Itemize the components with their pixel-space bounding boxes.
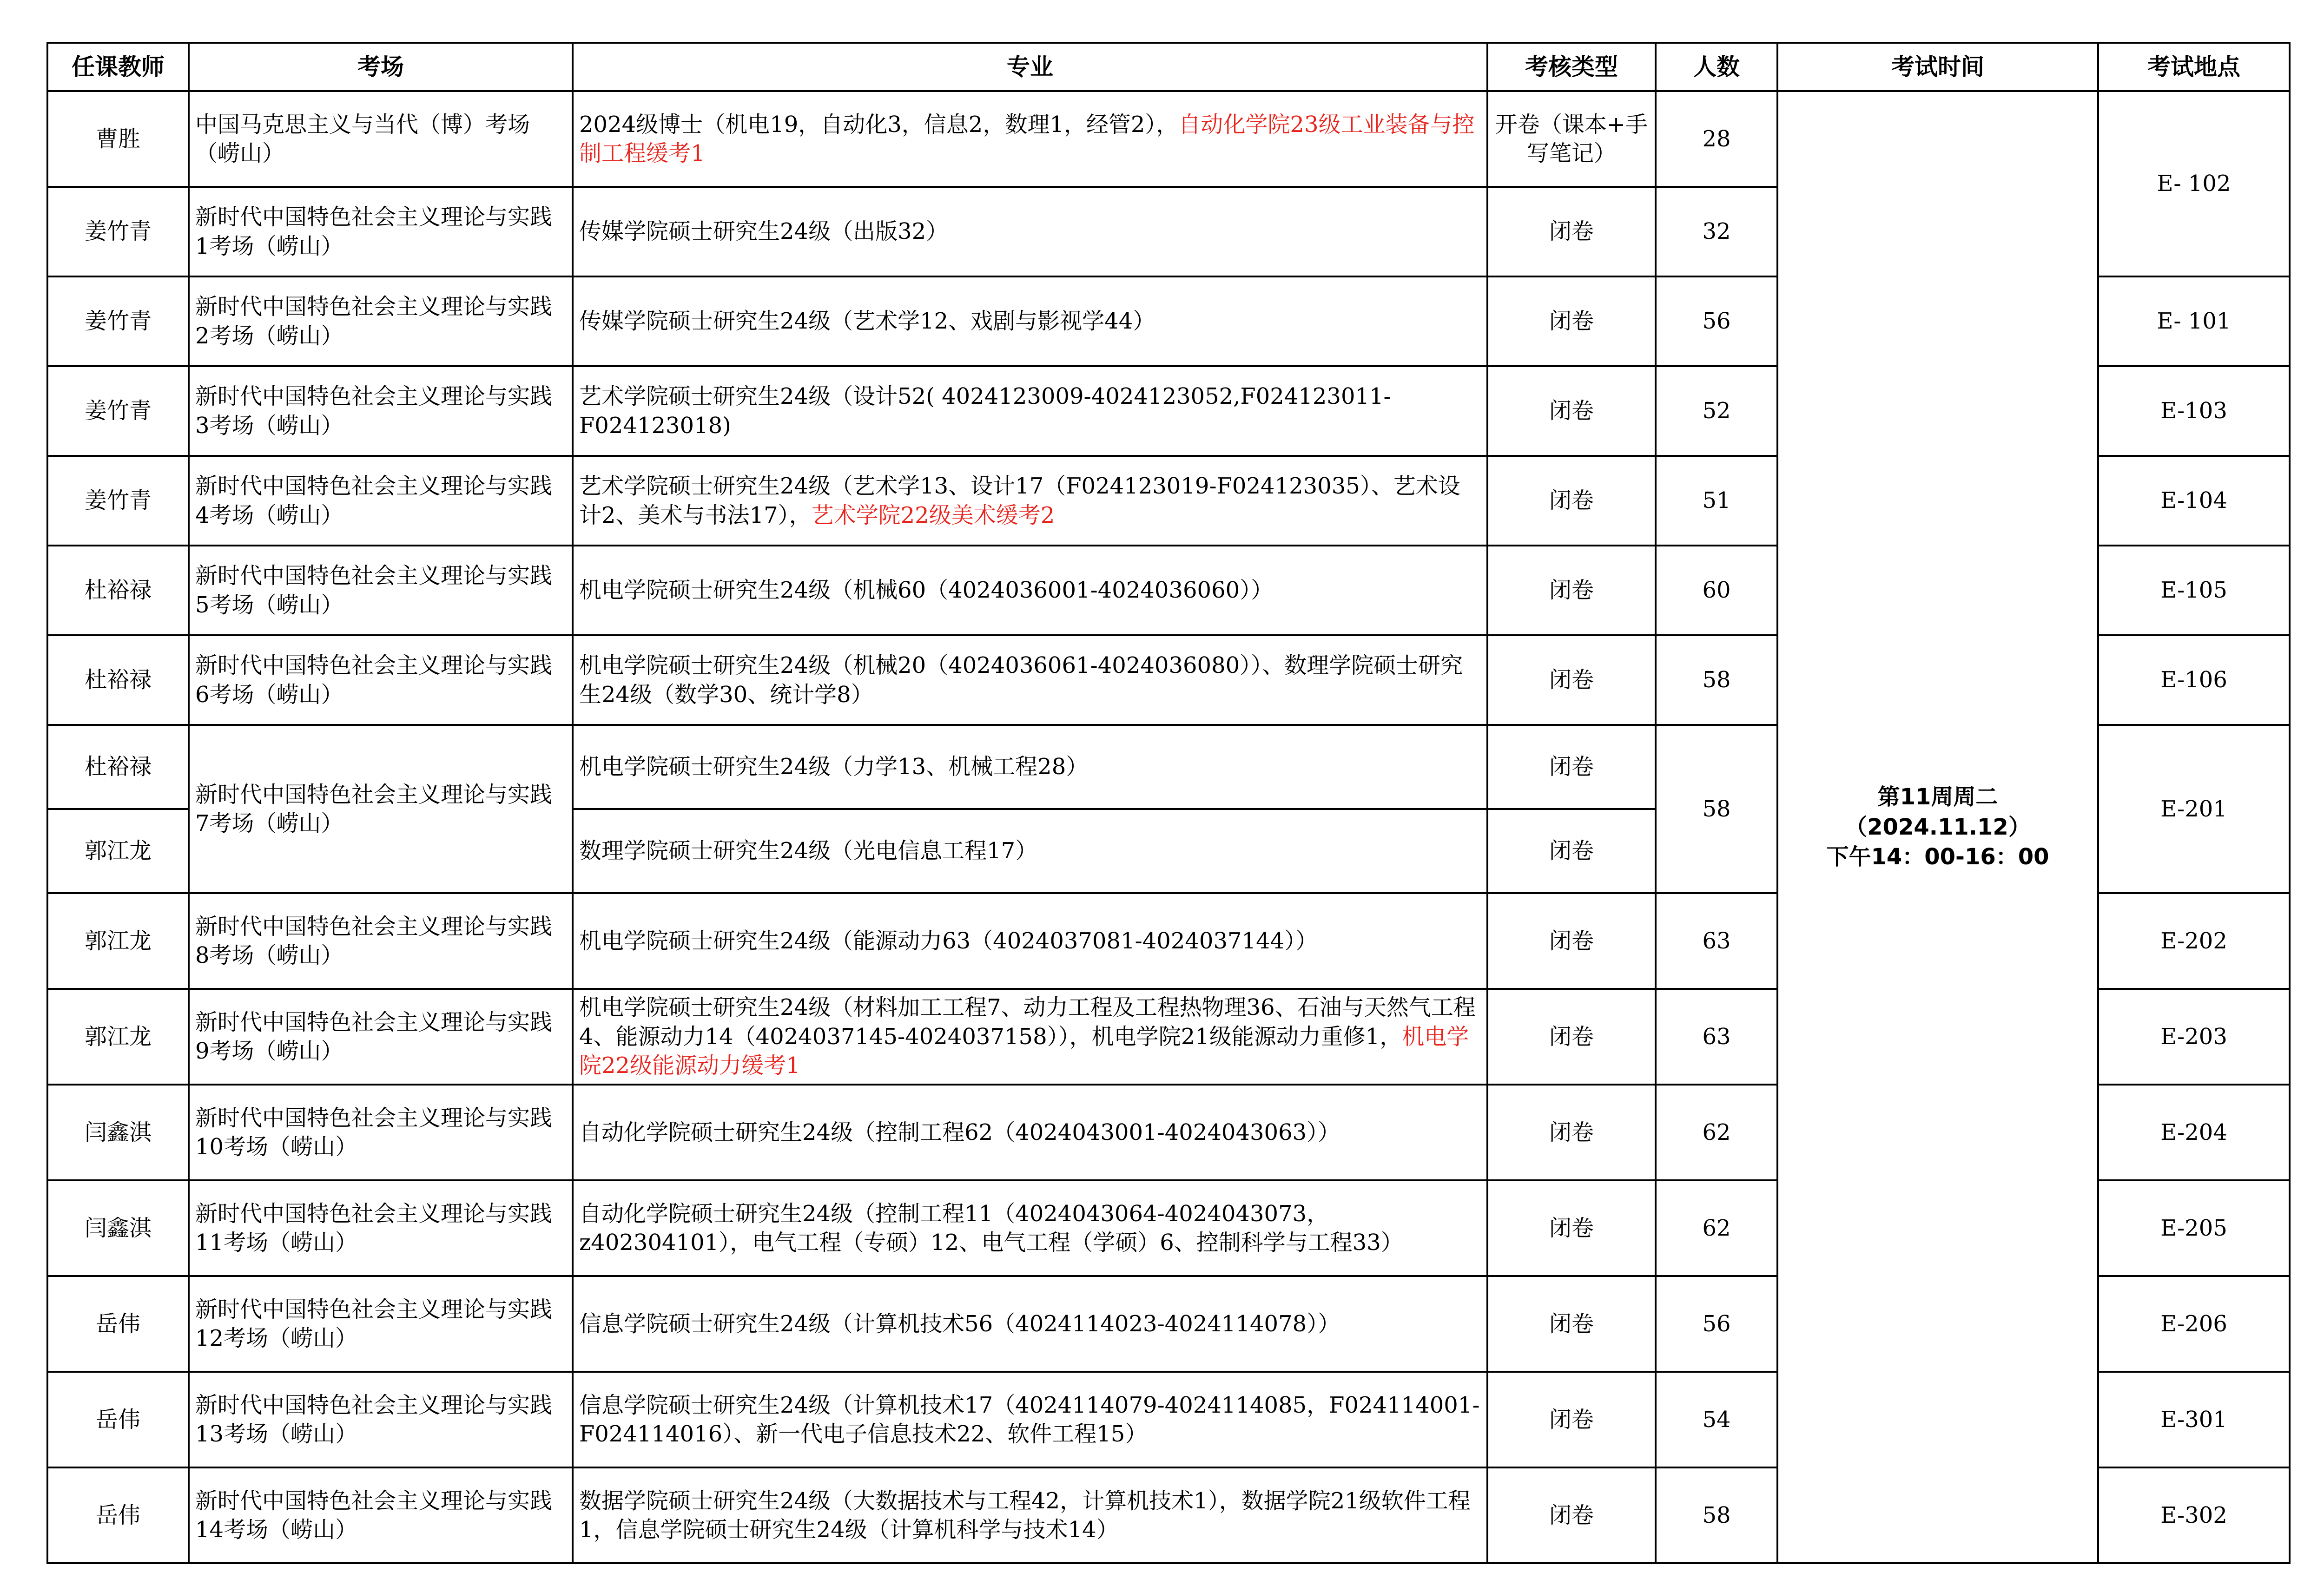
room-cell: 新时代中国特色社会主义理论与实践6考场（崂山） [189, 635, 573, 725]
major-cell [573, 809, 1487, 893]
major-cell [573, 1467, 1487, 1563]
header-teacher: 任课教师 [47, 43, 189, 91]
header-exam-type: 考核类型 [1487, 43, 1656, 91]
major-cell [573, 725, 1487, 809]
count-cell: 52 [1656, 366, 1777, 456]
major-red-text: 艺术学院22级美术缓考2 [811, 502, 1055, 528]
teacher-cell: 郭江龙 [47, 989, 189, 1085]
exam-type-cell: 闭卷 [1487, 635, 1656, 725]
major-text: 数理学院硕士研究生24级（光电信息工程17） [579, 838, 1038, 864]
header-major: 专业 [573, 43, 1487, 91]
teacher-cell: 岳伟 [47, 1467, 189, 1563]
teacher-cell: 杜裕禄 [47, 546, 189, 635]
count-cell: 54 [1656, 1372, 1777, 1467]
location-cell: E-201 [2098, 725, 2290, 893]
count-cell: 58 [1656, 725, 1777, 893]
count-cell: 56 [1656, 1276, 1777, 1372]
major-text: 机电学院硕士研究生24级（机械20（4024036061-4024036080））、数理学院硕士研究生24级（数学30、统计学8） [579, 652, 1463, 708]
location-cell: E-204 [2098, 1085, 2290, 1180]
count-cell: 56 [1656, 276, 1777, 366]
major-cell [573, 276, 1487, 366]
room-cell: 新时代中国特色社会主义理论与实践13考场（崂山） [189, 1372, 573, 1467]
major-text: 机电学院硕士研究生24级（材料加工工程7、动力工程及工程热物理36、石油与天然气工程4、能源动力14（4024037145-4024037158）），机电学院21级能源动力重修1， [579, 994, 1476, 1050]
teacher-cell: 郭江龙 [47, 893, 189, 989]
major-text: 信息学院硕士研究生24级（计算机技术56（4024114023-4024114078）） [579, 1310, 1340, 1337]
major-cell [573, 635, 1487, 725]
teacher-cell: 姜竹青 [47, 456, 189, 546]
count-cell: 28 [1656, 91, 1777, 187]
location-cell: E-104 [2098, 456, 2290, 546]
major-cell [573, 1180, 1487, 1276]
exam-type-cell: 闭卷 [1487, 1276, 1656, 1372]
room-cell: 新时代中国特色社会主义理论与实践1考场（崂山） [189, 187, 573, 276]
major-cell [573, 1276, 1487, 1372]
room-cell: 新时代中国特色社会主义理论与实践2考场（崂山） [189, 276, 573, 366]
room-cell: 新时代中国特色社会主义理论与实践14考场（崂山） [189, 1467, 573, 1563]
room-cell: 新时代中国特色社会主义理论与实践11考场（崂山） [189, 1180, 573, 1276]
room-cell: 新时代中国特色社会主义理论与实践4考场（崂山） [189, 456, 573, 546]
exam-time-hours: 下午14：00-16：00 [1826, 844, 2049, 870]
major-cell [573, 456, 1487, 546]
exam-table [46, 42, 2291, 1564]
teacher-cell: 杜裕禄 [47, 725, 189, 809]
exam-type-cell: 闭卷 [1487, 1467, 1656, 1563]
major-text: 机电学院硕士研究生24级（机械60（4024036001-4024036060）） [579, 577, 1274, 604]
major-text: 艺术学院硕士研究生24级（设计52( 4024123009-4024123052,F024123011-F024123018) [579, 383, 1391, 439]
exam-time-cell [1777, 91, 2098, 1563]
count-cell: 63 [1656, 893, 1777, 989]
major-cell [573, 366, 1487, 456]
teacher-cell: 姜竹青 [47, 276, 189, 366]
major-text: 传媒学院硕士研究生24级（艺术学12、戏剧与影视学44） [579, 308, 1155, 335]
location-cell: E- 102 [2098, 91, 2290, 276]
major-cell [573, 989, 1487, 1085]
count-cell: 32 [1656, 187, 1777, 276]
exam-type-cell: 闭卷 [1487, 456, 1656, 546]
exam-type-cell: 闭卷 [1487, 725, 1656, 809]
location-cell: E-103 [2098, 366, 2290, 456]
major-text: 艺术学院硕士研究生24级（艺术学13、设计17（F024123019-F024123035）、艺术设计2、美术与书法17）， [579, 473, 1460, 528]
count-cell: 58 [1656, 635, 1777, 725]
exam-type-cell: 闭卷 [1487, 893, 1656, 989]
major-cell [573, 91, 1487, 187]
teacher-cell: 郭江龙 [47, 809, 189, 893]
location-cell: E-302 [2098, 1467, 2290, 1563]
major-cell [573, 187, 1487, 276]
location-cell: E-206 [2098, 1276, 2290, 1372]
count-cell: 60 [1656, 546, 1777, 635]
room-cell: 新时代中国特色社会主义理论与实践9考场（崂山） [189, 989, 573, 1085]
teacher-cell: 岳伟 [47, 1372, 189, 1467]
count-cell: 63 [1656, 989, 1777, 1085]
table-row [47, 91, 2290, 187]
exam-type-cell: 闭卷 [1487, 1372, 1656, 1467]
room-cell: 新时代中国特色社会主义理论与实践3考场（崂山） [189, 366, 573, 456]
header-room: 考场 [189, 43, 573, 91]
major-text: 数据学院硕士研究生24级（大数据技术与工程42，计算机技术1），数据学院21级软件工程1，信息学院硕士研究生24级（计算机科学与技术14） [579, 1487, 1471, 1543]
major-red-text: 机电学院22级能源动力缓考1 [579, 1023, 1469, 1079]
location-cell: E-105 [2098, 546, 2290, 635]
teacher-cell: 岳伟 [47, 1276, 189, 1372]
major-cell [573, 1085, 1487, 1180]
exam-type-cell: 闭卷 [1487, 276, 1656, 366]
exam-type-cell: 开卷（课本+手写笔记） [1487, 91, 1656, 187]
header-row [47, 43, 2290, 91]
room-cell: 新时代中国特色社会主义理论与实践12考场（崂山） [189, 1276, 573, 1372]
major-text: 机电学院硕士研究生24级（力学13、机械工程28） [579, 754, 1089, 780]
teacher-cell: 姜竹青 [47, 366, 189, 456]
teacher-cell: 闫鑫淇 [47, 1085, 189, 1180]
exam-type-cell: 闭卷 [1487, 989, 1656, 1085]
exam-time-week: 第11周周二 [1877, 783, 1998, 810]
major-text: 自动化学院硕士研究生24级（控制工程11（4024043064-4024043073，z402304101），电气工程（专硕）12、电气工程（学硕）6、控制科学与工程33） [579, 1200, 1403, 1256]
exam-type-cell: 闭卷 [1487, 809, 1656, 893]
location-cell: E-301 [2098, 1372, 2290, 1467]
room-cell: 新时代中国特色社会主义理论与实践5考场（崂山） [189, 546, 573, 635]
major-cell [573, 893, 1487, 989]
exam-type-cell: 闭卷 [1487, 546, 1656, 635]
location-cell: E-106 [2098, 635, 2290, 725]
room-cell: 新时代中国特色社会主义理论与实践10考场（崂山） [189, 1085, 573, 1180]
exam-type-cell: 闭卷 [1487, 1085, 1656, 1180]
header-time: 考试时间 [1777, 43, 2098, 91]
exam-type-cell: 闭卷 [1487, 1180, 1656, 1276]
teacher-cell: 姜竹青 [47, 187, 189, 276]
teacher-cell: 杜裕禄 [47, 635, 189, 725]
exam-type-cell: 闭卷 [1487, 187, 1656, 276]
exam-type-cell: 闭卷 [1487, 366, 1656, 456]
header-count: 人数 [1656, 43, 1777, 91]
location-cell: E- 101 [2098, 276, 2290, 366]
major-text: 2024级博士（机电19，自动化3，信息2，数理1，经管2）， [579, 111, 1179, 138]
major-cell [573, 546, 1487, 635]
major-text: 信息学院硕士研究生24级（计算机技术17（4024114079-4024114085，F024114001-F024114016）、新一代电子信息技术22、软件工程15） [579, 1392, 1480, 1447]
count-cell: 62 [1656, 1085, 1777, 1180]
location-cell: E-203 [2098, 989, 2290, 1085]
count-cell: 62 [1656, 1180, 1777, 1276]
count-cell: 51 [1656, 456, 1777, 546]
location-cell: E-202 [2098, 893, 2290, 989]
header-location: 考试地点 [2098, 43, 2290, 91]
room-cell: 中国马克思主义与当代（博）考场（崂山） [189, 91, 573, 187]
major-red-text: 自动化学院23级工业装备与控制工程缓考1 [579, 111, 1475, 166]
exam-schedule [46, 42, 2291, 1564]
teacher-cell: 闫鑫淇 [47, 1180, 189, 1276]
major-text: 传媒学院硕士研究生24级（出版32） [579, 218, 949, 245]
count-cell: 58 [1656, 1467, 1777, 1563]
major-text: 机电学院硕士研究生24级（能源动力63（4024037081-4024037144）） [579, 928, 1318, 954]
major-cell [573, 1372, 1487, 1467]
room-cell: 新时代中国特色社会主义理论与实践7考场（崂山） [189, 725, 573, 893]
exam-time-date: （2024.11.12） [1845, 814, 2031, 840]
room-cell: 新时代中国特色社会主义理论与实践8考场（崂山） [189, 893, 573, 989]
location-cell: E-205 [2098, 1180, 2290, 1276]
teacher-cell: 曹胜 [47, 91, 189, 187]
major-text: 自动化学院硕士研究生24级（控制工程62（4024043001-4024043063）） [579, 1119, 1340, 1145]
